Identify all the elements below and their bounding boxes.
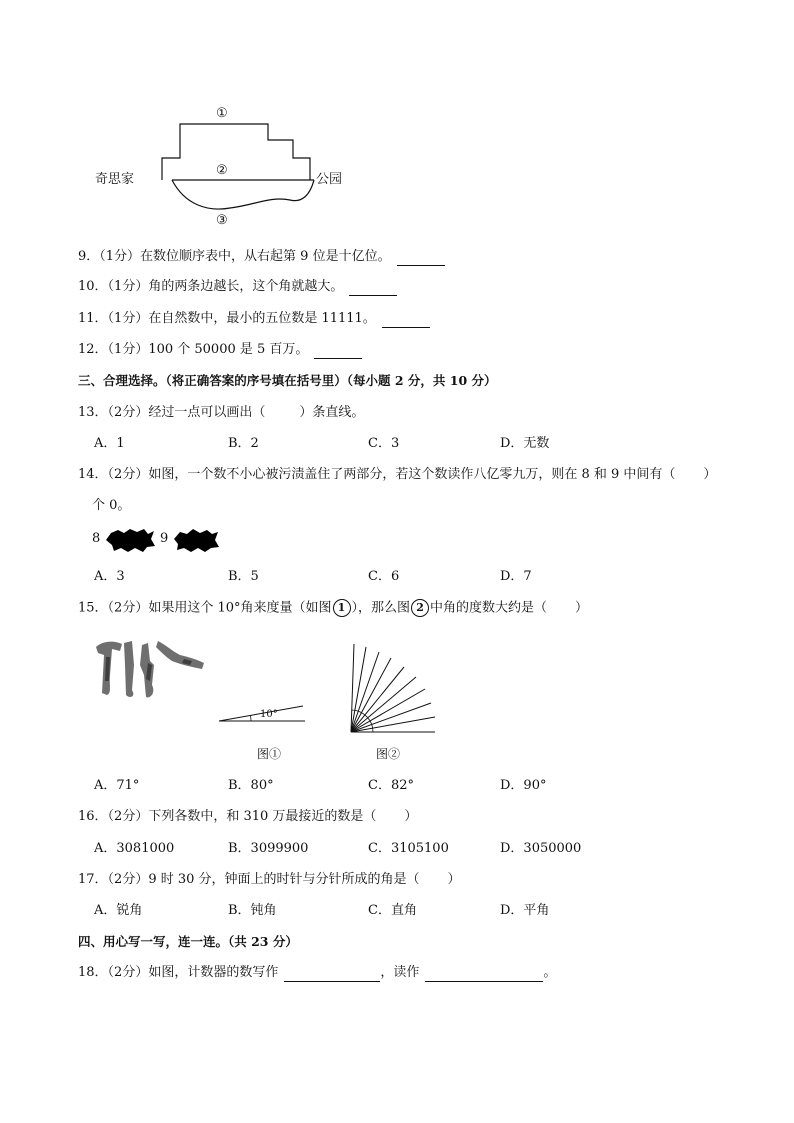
question-13	[78, 404, 364, 422]
question-15-stem-a: 15．（2分）如果用这个 10°角来度量（如图	[78, 600, 332, 616]
question-15-stem-b: ），那么图	[351, 600, 411, 616]
question-18-stem-a: 18．（2分）如图，计数器的数写作	[78, 965, 279, 980]
answer-blank-18-read[interactable]	[425, 967, 543, 982]
answer-blank-10[interactable]	[349, 281, 397, 296]
question-17-stem-a: 17．（2分）9 时 30 分，钟面上的时针与分针所成的角是（	[78, 872, 420, 887]
question-14-stem-a: 14．（2分）如图，一个数不小心被污渍盖住了两部分，若这个数读作八亿零九万，则在 8 和 9 中间有（	[78, 467, 676, 482]
angle-10-label: 10°	[260, 709, 278, 720]
q17-option-a[interactable]: A．锐角	[94, 903, 143, 918]
question-18-stem-b: ，读作	[380, 965, 420, 980]
figure-1-marker: 1	[333, 599, 351, 617]
question-17	[78, 871, 461, 889]
question-12	[78, 341, 362, 359]
q17-option-d[interactable]: D．平角	[500, 903, 550, 918]
q15-option-c[interactable]: C．82°	[368, 778, 414, 793]
answer-blank-11[interactable]	[382, 313, 430, 328]
q17-option-b[interactable]: B．钝角	[228, 903, 277, 918]
question-14-line-2: 个 0。	[92, 498, 131, 513]
route-2-label: ②	[216, 163, 228, 178]
q14-option-c[interactable]: C．6	[368, 569, 400, 584]
question-16-stem-b: ）	[404, 809, 418, 824]
q14-option-b[interactable]: B．5	[228, 569, 259, 584]
figure-1-caption: 图①	[257, 747, 282, 761]
section-3-title: 三、合理选择。（将正确答案的序号填在括号里）（每小题 2 分，共 10 分）	[78, 373, 497, 388]
question-15	[78, 599, 588, 618]
question-11	[78, 310, 430, 328]
question-11-text: 11．（1分）在自然数中，最小的五位数是 11111。	[78, 311, 376, 326]
angle-fan-figure	[345, 640, 440, 735]
q13-option-c[interactable]: C．3	[368, 436, 400, 451]
q16-option-a[interactable]: A．3081000	[94, 841, 175, 856]
question-9	[78, 248, 445, 266]
q13-option-a[interactable]: A．1	[94, 436, 125, 451]
question-16-stem-a: 16．（2分）下列各数中，和 310 万最接近的数是（	[78, 809, 377, 824]
question-10	[78, 278, 397, 296]
question-18-stem-c: 。	[543, 965, 557, 980]
question-13-stem-b: ）条直线。	[299, 405, 365, 420]
smudge-image	[92, 635, 212, 705]
ink-blot-2-icon	[172, 527, 220, 553]
route-3-label: ③	[216, 213, 228, 228]
ink-blot-1-icon	[104, 527, 156, 553]
figure-2-marker: 2	[411, 599, 429, 617]
q15-option-b[interactable]: B．80°	[228, 778, 274, 793]
q15-option-d[interactable]: D．90°	[500, 778, 547, 793]
q14-option-d[interactable]: D．7	[500, 569, 532, 584]
question-18	[78, 964, 556, 982]
answer-blank-9[interactable]	[397, 251, 445, 266]
map-right-label: 公园	[316, 172, 343, 187]
q16-option-b[interactable]: B．3099900	[228, 841, 309, 856]
question-14	[78, 466, 716, 484]
question-16	[78, 808, 417, 826]
route-1-label: ①	[216, 106, 228, 121]
question-12-text: 12．（1分）100 个 50000 是 5 百万。	[78, 342, 309, 357]
q17-option-c[interactable]: C．直角	[368, 903, 417, 918]
q16-option-c[interactable]: C．3105100	[368, 841, 449, 856]
figure-2-caption: 图②	[376, 747, 401, 761]
q15-option-a[interactable]: A．71°	[94, 778, 140, 793]
route-1-path	[162, 124, 310, 180]
figure-digit-9: 9	[160, 531, 169, 546]
question-9-text: 9．（1分）在数位顺序表中，从右起第 9 位是十亿位。	[78, 249, 391, 264]
question-10-text: 10．（1分）角的两条边越长，这个角就越大。	[78, 279, 344, 294]
question-15-stem-c: 中角的度数大约是（	[430, 600, 548, 616]
question-17-stem-b: ）	[447, 872, 461, 887]
question-15-stem-d: ）	[575, 600, 589, 616]
q14-option-a[interactable]: A．3	[94, 569, 125, 584]
question-14-stem-b: ）	[703, 467, 717, 482]
question-13-stem-a: 13．（2分）经过一点可以画出（	[78, 405, 266, 420]
route-3-path	[172, 180, 314, 209]
q13-option-b[interactable]: B．2	[228, 436, 259, 451]
answer-blank-12[interactable]	[314, 344, 362, 359]
figure-digit-8: 8	[92, 531, 101, 546]
answer-blank-18-written[interactable]	[284, 967, 380, 982]
section-4-title: 四、用心写一写，连一连。（共 23 分）	[78, 934, 298, 949]
q13-option-d[interactable]: D．无数	[500, 436, 550, 451]
map-left-label: 奇思家	[95, 172, 135, 187]
q16-option-d[interactable]: D．3050000	[500, 841, 582, 856]
